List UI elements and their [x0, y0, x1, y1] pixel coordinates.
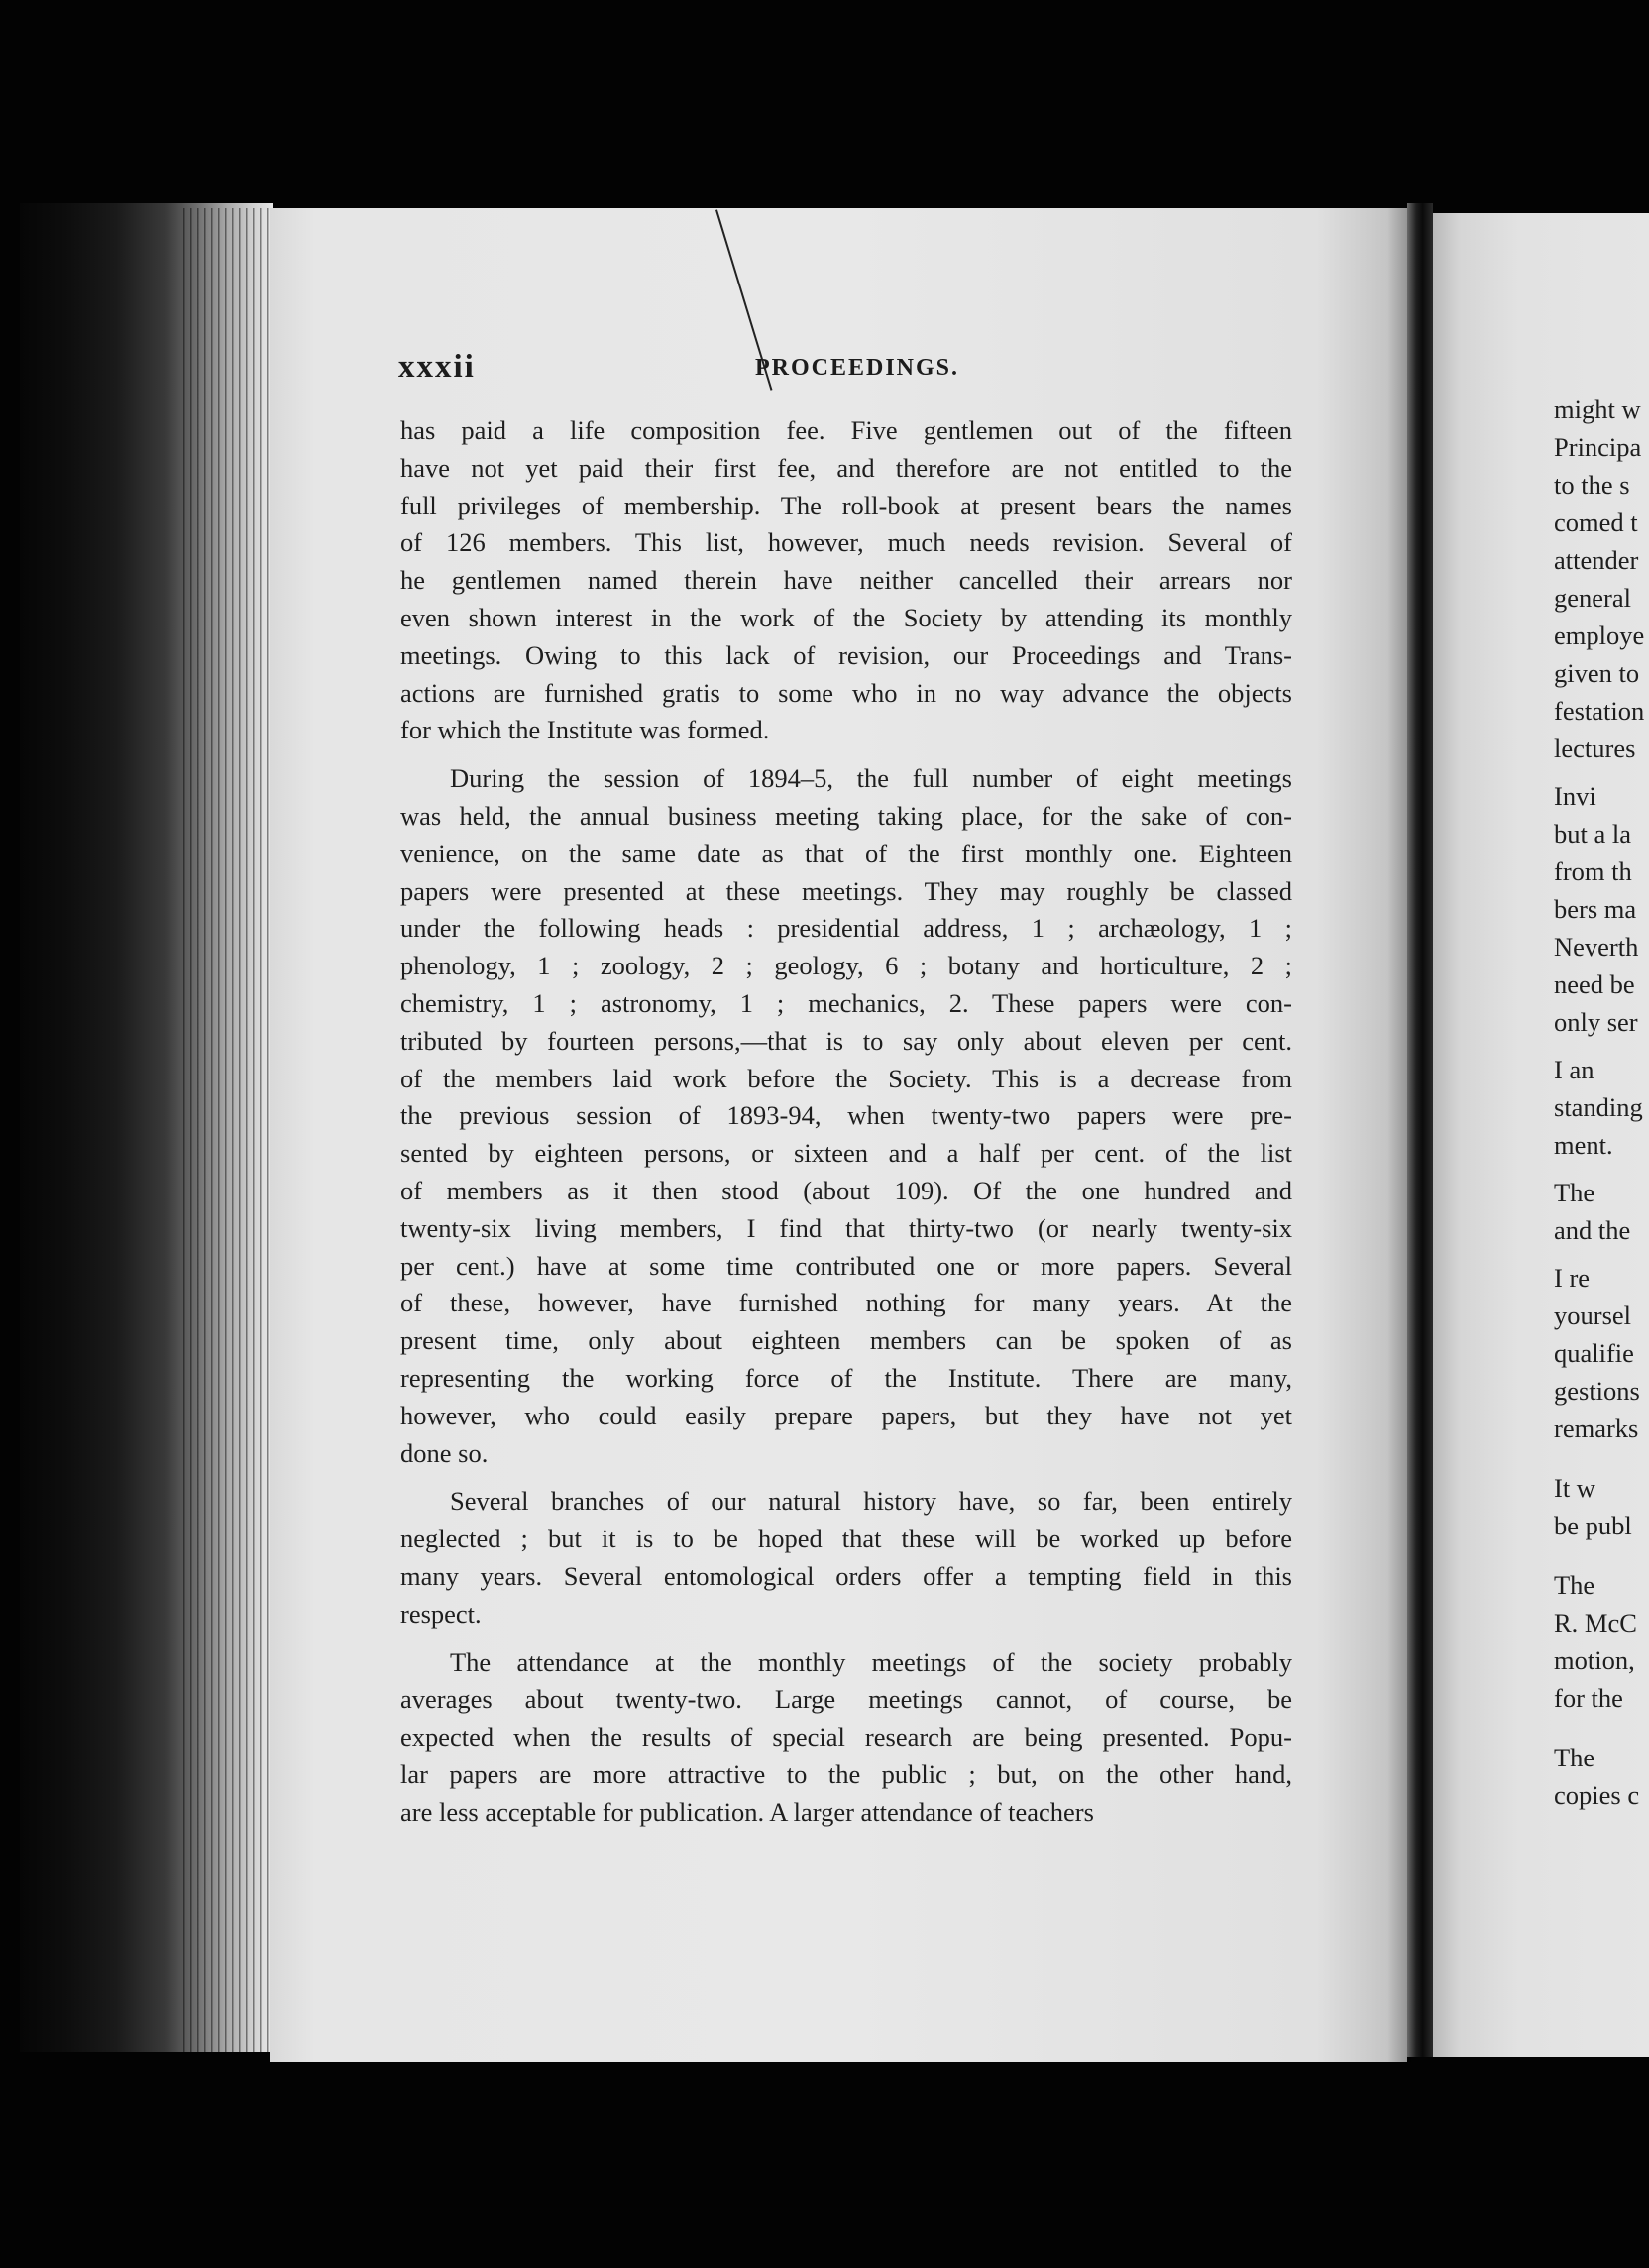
text-line: under the following heads : presidential address, 1 ; archæology, 1 ; [400, 913, 1292, 944]
text-line: phenology, 1 ; zoology, 2 ; geology, 6 ; botany and horticulture, 2 ; [400, 951, 1292, 981]
adjacent-line: employe [1554, 621, 1645, 650]
adjacent-line: be publ [1554, 1511, 1632, 1540]
text-line: papers were presented at these meetings. They may roughly be classed [400, 875, 1292, 906]
adjacent-line: Invi [1554, 781, 1596, 811]
paragraph-1 [400, 412, 1292, 749]
book-edge-pages [183, 208, 273, 2052]
text-line: of these, however, have furnished nothing for many years. At the [400, 1288, 1292, 1318]
adjacent-line: bers ma [1554, 894, 1637, 924]
adjacent-line: festation [1554, 696, 1645, 726]
text-line: many years. Several entomological orders offer a tempting field in this [400, 1560, 1292, 1591]
text-line: of members as it then stood (about 109). Of the one hundred and [400, 1175, 1292, 1205]
adjacent-line: Neverth [1554, 932, 1639, 962]
text-line: was held, the annual business meeting taking place, for the sake of con- [400, 800, 1292, 831]
adjacent-line: but a la [1554, 819, 1631, 849]
adjacent-line: attender [1554, 545, 1639, 575]
text-line: done so. [400, 1437, 489, 1468]
text-line: lar papers are more attractive to the public ; but, on the other hand, [400, 1758, 1292, 1789]
adjacent-line: The [1554, 1178, 1595, 1207]
adjacent-line: ment. [1554, 1130, 1613, 1160]
text-line: however, who could easily prepare papers, but they have not yet [400, 1400, 1292, 1430]
text-line: even shown interest in the work of the Society by attending its monthly [400, 602, 1292, 632]
adjacent-line: only ser [1554, 1007, 1638, 1037]
text-line: per cent.) have at some time contributed one or more papers. Several [400, 1250, 1292, 1281]
adjacent-line: I an [1554, 1055, 1594, 1084]
text-line: representing the working force of the Institute. There are many, [400, 1362, 1292, 1393]
binding-gutter [1407, 203, 1433, 2057]
adjacent-line: might w [1554, 395, 1641, 424]
adjacent-line: The [1554, 1570, 1595, 1600]
page-number: xxxii [398, 349, 476, 385]
paragraph-4 [400, 1644, 1292, 1832]
adjacent-line: for the [1554, 1683, 1623, 1713]
adjacent-line: remarks [1554, 1414, 1639, 1443]
adjacent-line: lectures [1554, 734, 1636, 763]
paragraph-2 [400, 760, 1292, 1472]
adjacent-line: gestions [1554, 1376, 1640, 1406]
adjacent-line: given to [1554, 658, 1640, 688]
text-line: expected when the results of special research are being presented. Popu- [400, 1722, 1292, 1753]
paragraph-3 [400, 1483, 1292, 1633]
adjacent-line: R. McC [1554, 1608, 1637, 1638]
text-line: venience, on the same date as that of the first monthly one. Eighteen [400, 838, 1292, 868]
text-line: The attendance at the monthly meetings of the society probably [450, 1646, 1292, 1677]
adjacent-line: Principa [1554, 432, 1642, 462]
adjacent-line: to the s [1554, 470, 1630, 500]
text-line: he gentlemen named therein have neither cancelled their arrears nor [400, 565, 1292, 596]
text-line: present time, only about eighteen members can be spoken of as [400, 1325, 1292, 1356]
text-line: the previous session of 1893-94, when twenty-two papers were pre- [400, 1100, 1292, 1131]
text-line: averages about twenty-two. Large meetings cannot, of course, be [400, 1684, 1292, 1715]
text-line: During the session of 1894–5, the full number of eight meetings [450, 763, 1292, 794]
text-line: have not yet paid their first fee, and therefore are not entitled to the [400, 452, 1292, 483]
text-line: Several branches of our natural history have, so far, been entirely [450, 1486, 1292, 1517]
text-line: for which the Institute was formed. [400, 715, 770, 745]
adjacent-line: It w [1554, 1473, 1595, 1503]
adjacent-line: The [1554, 1743, 1595, 1772]
text-line: actions are furnished gratis to some who in no way advance the objects [400, 677, 1292, 708]
adjacent-line: I re [1554, 1263, 1591, 1293]
text-line: of the members laid work before the Society. This is a decrease from [400, 1063, 1292, 1093]
text-line: twenty-six living members, I find that thirty-two (or nearly twenty-six [400, 1212, 1292, 1243]
adjacent-line: yoursel [1554, 1301, 1632, 1330]
adjacent-line: motion, [1554, 1645, 1635, 1675]
text-line: chemistry, 1 ; astronomy, 1 ; mechanics, 2. These papers were con- [400, 987, 1292, 1018]
text-line: full privileges of membership. The roll-book at present bears the names [400, 490, 1292, 520]
adjacent-line: qualifie [1554, 1338, 1634, 1368]
adjacent-line: copies c [1554, 1780, 1640, 1810]
text-line: meetings. Owing to this lack of revision, our Proceedings and Trans- [400, 639, 1292, 670]
text-line: tributed by fourteen persons,—that is to say only about eleven per cent. [400, 1025, 1292, 1056]
text-line: neglected ; but it is to be hoped that these will be worked up before [400, 1524, 1292, 1554]
adjacent-line: and the [1554, 1215, 1631, 1245]
text-line: respect. [400, 1598, 482, 1629]
adjacent-line: general [1554, 583, 1631, 613]
adjacent-line: from th [1554, 856, 1632, 886]
adjacent-line: comed t [1554, 508, 1638, 537]
adjacent-line: standing [1554, 1092, 1643, 1122]
body-text [400, 412, 1292, 1831]
text-line: sented by eighteen persons, or sixteen and a half per cent. of the list [400, 1138, 1292, 1169]
text-line: of 126 members. This list, however, much needs revision. Several of [400, 527, 1292, 558]
adjacent-line: need be [1554, 969, 1635, 999]
text-line: are less acceptable for publication. A larger attendance of teachers [400, 1796, 1094, 1827]
text-line: has paid a life composition fee. Five gentlemen out of the fifteen [400, 415, 1292, 445]
running-title: PROCEEDINGS. [755, 355, 960, 381]
